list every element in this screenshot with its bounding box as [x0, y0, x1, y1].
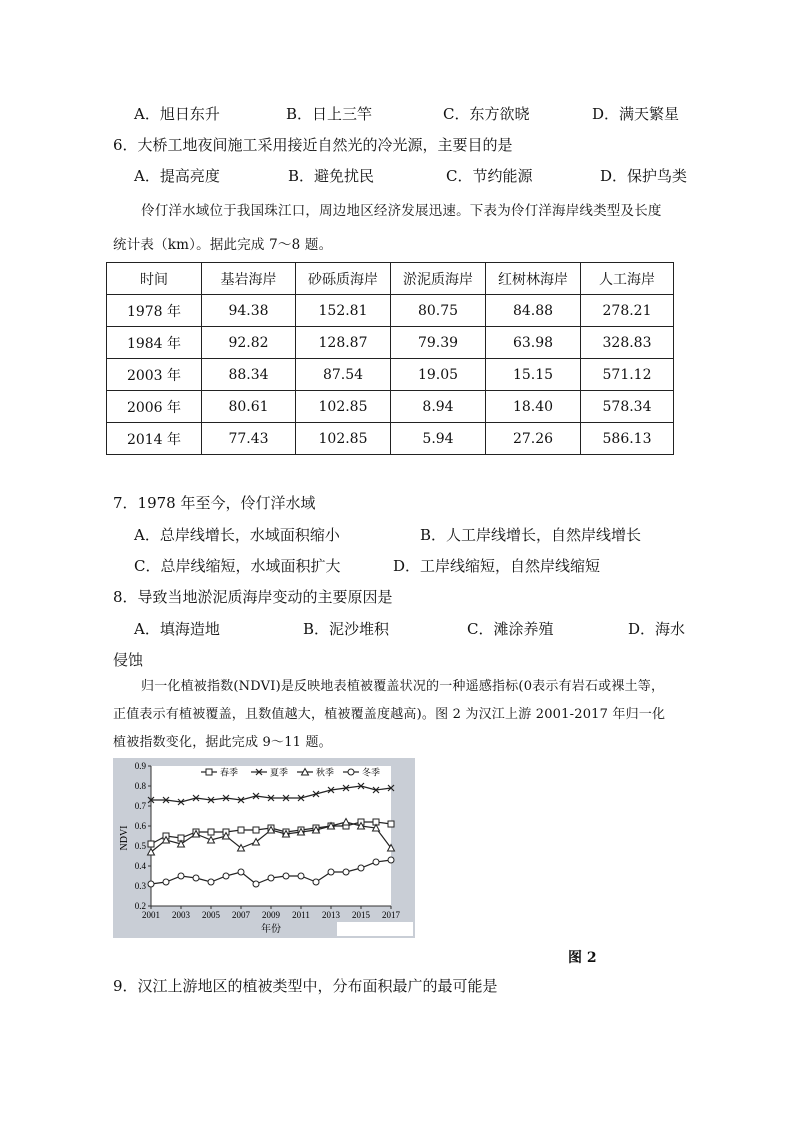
figure-caption: 图 2	[568, 950, 597, 966]
table-cell: 94.38	[202, 295, 296, 327]
q7-option-b: B．人工岸线增长，自然岸线增长	[420, 526, 642, 544]
intro-9-11-line1: 归一化植被指数(NDVI)是反映地表植被覆盖状况的一种遥感指标(0表示有岩石或裸土等，	[141, 679, 665, 694]
table-header-cell: 人工海岸	[581, 263, 674, 295]
table-cell: 80.75	[391, 295, 486, 327]
table-cell: 8.94	[391, 391, 486, 423]
legend-label: 秋季	[316, 767, 335, 778]
table-cell: 80.61	[202, 391, 296, 423]
q6-stem: 6．大桥工地夜间施工采用接近自然光的冷光源，主要目的是	[113, 136, 513, 154]
intro-9-11-line3: 植被指数变化，据此完成 9～11 题。	[113, 735, 332, 750]
series-point	[223, 873, 229, 879]
series-point	[343, 869, 349, 875]
series-point	[208, 829, 214, 835]
q5-option-b: B．日上三竿	[286, 105, 373, 123]
legend-label: 夏季	[270, 767, 289, 778]
intro-9-11-line2: 正值表示有植被覆盖，且数值越大，植被覆盖度越高)。图 2 为汉江上游 2001-2017 年归一化	[113, 707, 666, 722]
table-cell: 2006 年	[107, 391, 202, 423]
x-tick-label: 2017	[382, 910, 400, 920]
x-tick-label: 2003	[172, 910, 190, 920]
ndvi-chart	[113, 758, 415, 938]
series-point	[388, 857, 394, 863]
table-cell: 152.81	[296, 295, 391, 327]
y-tick-label: 0.2	[134, 901, 146, 911]
series-point	[283, 873, 289, 879]
series-point	[148, 841, 154, 847]
table-cell: 571.12	[581, 359, 674, 391]
table-header-cell: 基岩海岸	[202, 263, 296, 295]
series-point	[313, 879, 319, 885]
table-row	[107, 423, 674, 455]
intro-7-8-line1: 伶仃洋水域位于我国珠江口，周边地区经济发展迅速。下表为伶仃洋海岸线类型及长度	[141, 203, 662, 219]
table-cell: 586.13	[581, 423, 674, 455]
series-point	[388, 821, 394, 827]
table-header-cell: 时间	[107, 263, 202, 295]
x-tick-label: 2013	[322, 910, 340, 920]
table-header-cell: 红树林海岸	[486, 263, 581, 295]
coastline-table	[106, 262, 674, 455]
series-point	[253, 827, 259, 833]
legend-marker	[348, 769, 354, 775]
y-tick-label: 0.7	[134, 801, 146, 811]
q6-option-c: C．节约能源	[446, 167, 533, 185]
q5-option-d: D．满天繁星	[592, 105, 680, 123]
q6-option-a: A．提高亮度	[134, 167, 220, 185]
table-cell: 2014 年	[107, 423, 202, 455]
y-tick-label: 0.5	[134, 841, 146, 851]
table-cell: 102.85	[296, 423, 391, 455]
q7-option-c: C．总岸线缩短，水域面积扩大	[134, 557, 341, 575]
series-point	[178, 873, 184, 879]
x-tick-label: 2011	[292, 910, 310, 920]
table-header-row	[107, 263, 674, 295]
table-cell: 1984 年	[107, 327, 202, 359]
series-point	[238, 869, 244, 875]
table-cell: 2003 年	[107, 359, 202, 391]
q8-option-b: B．泥沙堆积	[303, 620, 390, 638]
table-header-cell: 淤泥质海岸	[391, 263, 486, 295]
q9-stem: 9．汉江上游地区的植被类型中，分布面积最广的最可能是	[113, 977, 498, 995]
table-cell: 102.85	[296, 391, 391, 423]
intro-7-8-line2: 统计表（km）。据此完成 7～8 题。	[113, 237, 333, 253]
q8-option-a: A．填海造地	[134, 620, 220, 638]
x-axis-label: 年份	[261, 924, 281, 935]
q6-option-d: D．保护鸟类	[600, 167, 688, 185]
image-white-patch	[337, 922, 413, 936]
legend-marker	[206, 769, 212, 775]
table-cell: 79.39	[391, 327, 486, 359]
q6-option-b: B．避免扰民	[288, 167, 375, 185]
series-point	[298, 873, 304, 879]
series-point	[193, 875, 199, 881]
legend-label: 春季	[220, 767, 239, 778]
x-tick-label: 2009	[262, 910, 280, 920]
y-tick-label: 0.9	[134, 761, 146, 771]
x-tick-label: 2001	[142, 910, 160, 920]
q8-option-d-continued: 侵蚀	[113, 651, 144, 669]
y-axis-label: NDVI	[119, 825, 130, 851]
table-cell: 92.82	[202, 327, 296, 359]
table-cell: 19.05	[391, 359, 486, 391]
x-tick-label: 2005	[202, 910, 220, 920]
table-cell: 128.87	[296, 327, 391, 359]
q5-option-c: C．东方欲晓	[443, 105, 530, 123]
table-cell: 63.98	[486, 327, 581, 359]
series-point	[253, 881, 259, 887]
y-tick-label: 0.4	[134, 861, 146, 871]
legend-label: 冬季	[362, 767, 381, 778]
table-cell: 84.88	[486, 295, 581, 327]
x-tick-label: 2015	[352, 910, 370, 920]
ndvi-chart-svg	[113, 758, 415, 938]
table-row	[107, 295, 674, 327]
q8-stem: 8．导致当地淤泥质海岸变动的主要原因是	[113, 588, 393, 606]
series-point	[208, 879, 214, 885]
q7-option-a: A．总岸线增长，水域面积缩小	[134, 526, 340, 544]
series-point	[328, 869, 334, 875]
table-cell: 88.34	[202, 359, 296, 391]
table-cell: 18.40	[486, 391, 581, 423]
series-point	[358, 865, 364, 871]
table-cell: 578.34	[581, 391, 674, 423]
table-cell: 1978 年	[107, 295, 202, 327]
series-point	[373, 859, 379, 865]
q8-option-c: C．滩涂养殖	[467, 620, 554, 638]
x-tick-label: 2007	[232, 910, 250, 920]
table-cell: 27.26	[486, 423, 581, 455]
y-tick-label: 0.8	[134, 781, 146, 791]
q7-option-d: D．工岸线缩短，自然岸线缩短	[393, 557, 601, 575]
y-tick-label: 0.3	[134, 881, 146, 891]
table-header-cell: 砂砾质海岸	[296, 263, 391, 295]
table-cell: 87.54	[296, 359, 391, 391]
table-row	[107, 391, 674, 423]
table-cell: 278.21	[581, 295, 674, 327]
series-point	[238, 827, 244, 833]
series-point	[148, 881, 154, 887]
q7-stem: 7．1978 年至今，伶仃洋水域	[113, 494, 316, 512]
q5-option-a: A．旭日东升	[134, 105, 220, 123]
table-cell: 328.83	[581, 327, 674, 359]
table-cell: 77.43	[202, 423, 296, 455]
series-point	[268, 875, 274, 881]
table-row	[107, 327, 674, 359]
table-cell: 5.94	[391, 423, 486, 455]
y-tick-label: 0.6	[134, 821, 146, 831]
table-cell: 15.15	[486, 359, 581, 391]
series-point	[163, 879, 169, 885]
q8-option-d: D．海水	[628, 620, 686, 638]
table-row	[107, 359, 674, 391]
